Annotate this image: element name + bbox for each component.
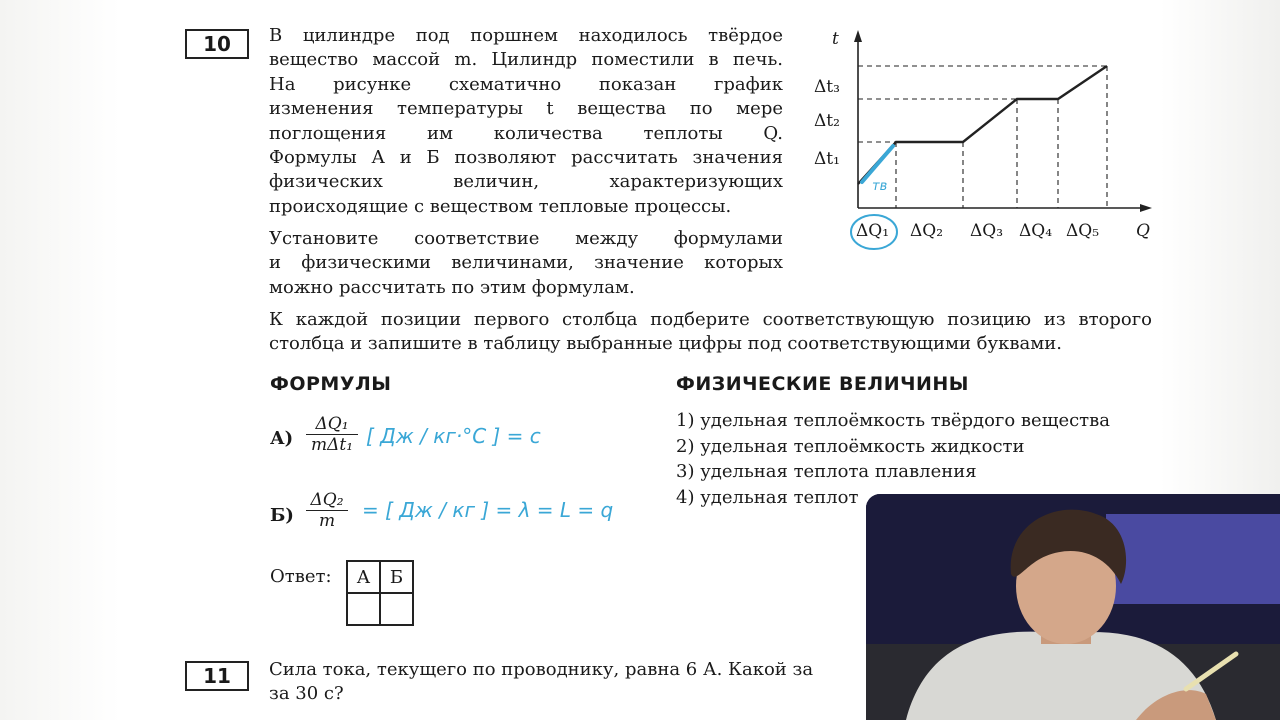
condition-line: На рисунке схематично показан график xyxy=(269,73,783,95)
formula-b-fraction xyxy=(306,490,348,531)
presenter-video xyxy=(866,494,1280,720)
condition-line: поглощения им количества теплоты Q. xyxy=(269,122,783,144)
y-tick-label: Δt₂ xyxy=(814,111,840,131)
formula-a-numerator: ΔQ₁ xyxy=(306,414,358,435)
formulas-heading: ФОРМУЛЫ xyxy=(270,373,392,395)
condition-line: В цилиндре под поршнем находилось твёрдое xyxy=(269,25,783,46)
formula-a-denominator: mΔt₁ xyxy=(310,435,354,455)
formula-a-label: А) xyxy=(270,428,294,449)
x-tick-label: ΔQ₄ xyxy=(1019,221,1053,241)
answer-label: Ответ: xyxy=(270,566,332,587)
answer-cell-b[interactable] xyxy=(380,593,413,625)
guide-lines xyxy=(858,66,1107,208)
question-line: Установите соответствие между формулами xyxy=(269,228,783,249)
task-number-10: 10 xyxy=(185,29,249,59)
formula-b-numerator: ΔQ₂ xyxy=(306,490,348,511)
y-tick-label: Δt₁ xyxy=(814,149,840,169)
x-axis-arrow xyxy=(1140,204,1152,212)
y-axis-arrow xyxy=(854,30,862,42)
x-axis-label: Q xyxy=(1136,221,1150,241)
task-11-condition xyxy=(269,658,869,707)
instruction-line: столбца и запишите в таблицу выбранные цифры под соответствующими буквами. xyxy=(269,333,1062,355)
condition-line: Формулы А и Б позволяют рассчитать значения xyxy=(269,147,783,169)
answer-column-a: А xyxy=(347,561,380,593)
task-11-line: Сила тока, текущего по проводнику, равна 6 А. Какой за xyxy=(269,659,814,680)
condition-line: происходящие с веществом тепловые процессы. xyxy=(269,195,732,217)
question-line: и физическими величинами, значение которых xyxy=(269,252,783,274)
formula-a-fraction xyxy=(306,414,358,455)
formula-b-denominator: m xyxy=(318,511,336,531)
condition-line: вещество массой m. Цилиндр поместили в печь. xyxy=(269,49,783,71)
quantities-heading: ФИЗИЧЕСКИЕ ВЕЛИЧИНЫ xyxy=(676,373,969,395)
handwritten-unit-b: = [ Дж / кг ] = λ = L = q xyxy=(362,498,614,522)
quantity-option: 3) удельная теплота плавления xyxy=(676,461,977,482)
x-tick-label: ΔQ₁ xyxy=(856,221,890,241)
answer-column-b: Б xyxy=(380,561,413,593)
handwritten-unit-a: [ Дж / кг·°С ] = с xyxy=(366,424,541,448)
condition-line: физических величин, характеризующих xyxy=(269,171,783,193)
handwritten-note: тв xyxy=(872,179,888,194)
quantity-option: 1) удельная теплоёмкость твёрдого вещества xyxy=(676,410,1110,431)
x-tick-label: ΔQ₅ xyxy=(1066,221,1100,241)
x-tick-label: ΔQ₃ xyxy=(970,221,1004,241)
webcam-overlay xyxy=(866,494,1280,720)
condition-line: изменения температуры t вещества по мере xyxy=(269,98,783,120)
temperature-curve xyxy=(858,66,1107,184)
y-tick-label: Δt₃ xyxy=(814,77,840,97)
instruction-line: К каждой позиции первого столбца подберите соответствующую позицию из второго xyxy=(269,309,1152,330)
answer-cell-a[interactable] xyxy=(347,593,380,625)
y-axis-label: t xyxy=(832,29,839,49)
x-tick-label: ΔQ₂ xyxy=(910,221,944,241)
question-line: можно рассчитать по этим формулам. xyxy=(269,276,635,298)
quantity-option: 4) удельная теплот xyxy=(676,486,859,508)
formula-b-label: Б) xyxy=(270,505,294,526)
task-number-11: 11 xyxy=(185,661,249,691)
quantity-option: 2) удельная теплоёмкость жидкости xyxy=(676,435,1025,457)
task-11-line: за 30 с? xyxy=(269,683,344,705)
answer-table xyxy=(346,560,414,626)
